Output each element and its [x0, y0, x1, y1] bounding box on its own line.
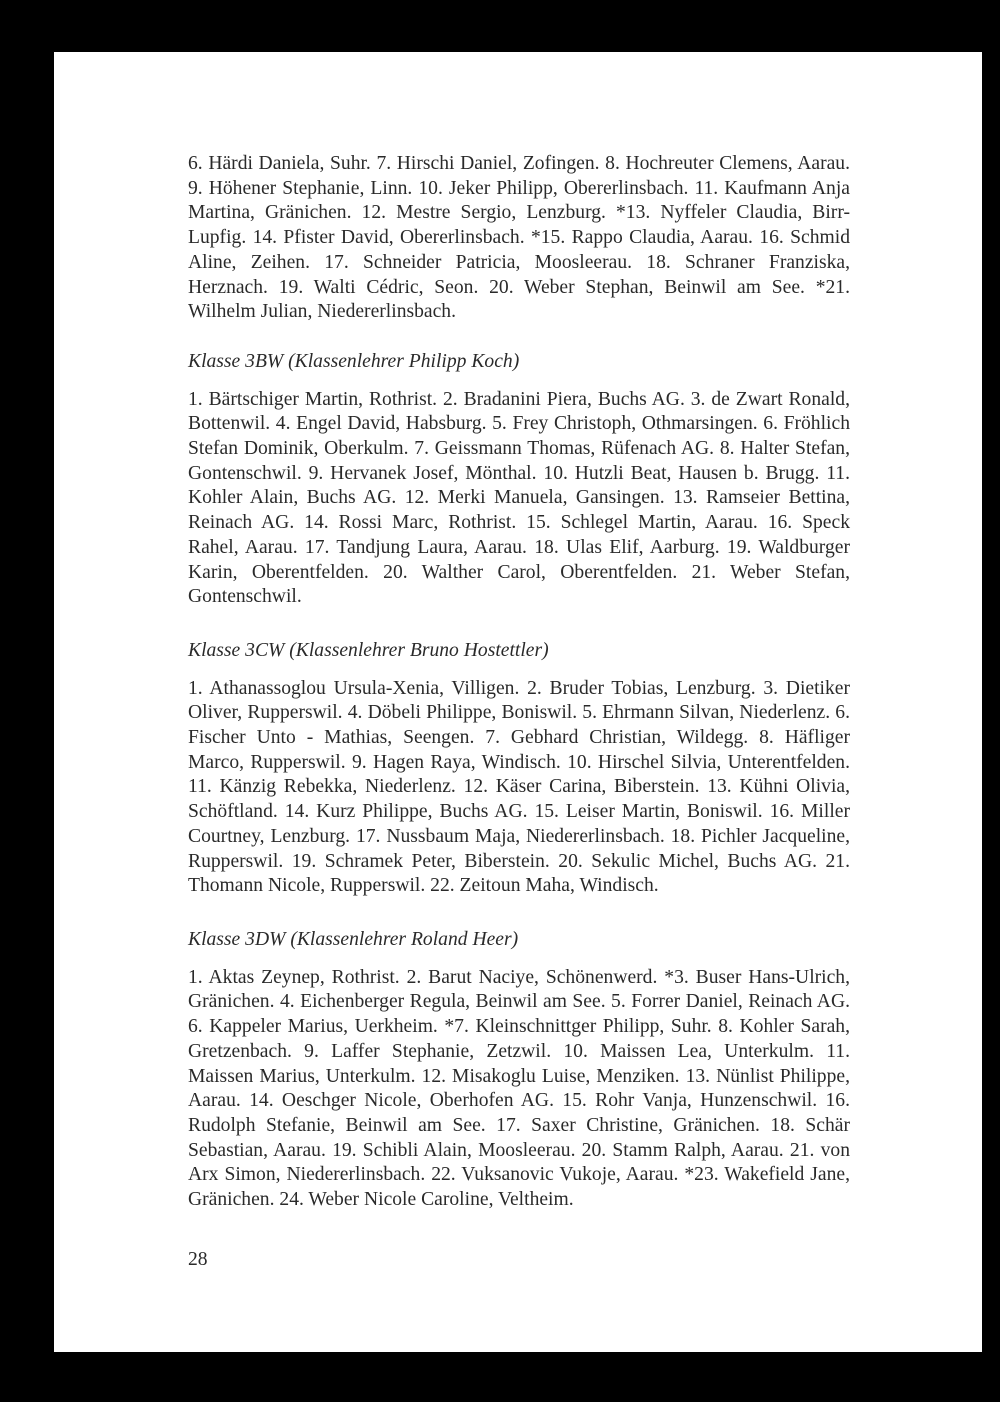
section-heading-3dw: Klasse 3DW (Klassenlehrer Roland Heer)	[188, 928, 519, 950]
page-number: 28	[188, 1249, 208, 1270]
intro-paragraph: 6. Härdi Daniela, Suhr. 7. Hirschi Daniel, Zofingen. 8. Hochreuter Clemens, Aarau. 9. Höhener Stephanie, Linn. 10. Jeker Philipp, Obererlinsbach. 11. Kaufmann Anja Martina, Gränichen. 12. Mestre Sergio, Lenzburg. *13. Nyffeler Claudia, Birr-Lupfig. 14. Pfister David, Obererlinsbach. *15. Rappo Claudia, Aarau. 16. Schmid Aline, Zeihen. 17. Schneider Patricia, Moosleerau. 18. Schraner Franziska, Herznach. 19. Walti Cédric, Seon. 20. Weber Stephan, Beinwil am See. *21. Wilhelm Julian, Niedererlinsbach.	[188, 153, 850, 323]
page-content	[188, 152, 850, 1213]
section-body-3dw: 1. Aktas Zeynep, Rothrist. 2. Barut Naciye, Schönenwerd. *3. Buser Hans-Ulrich, Gränichen. 4. Eichenberger Regula, Beinwil am See. 5. Forrer Daniel, Reinach AG. 6. Kappeler Marius, Uerkheim. *7. Kleinschnittger Philipp, Suhr. 8. Kohler Sarah, Gretzenbach. 9. Laffer Stephanie, Zetzwil. 10. Maissen Lea, Unterkulm. 11. Maissen Marius, Unterkulm. 12. Misakoglu Luise, Menziken. 13. Nünlist Philippe, Aarau. 14. Oeschger Nicole, Oberhofen AG. 15. Rohr Vanja, Hunzenschwil. 16. Rudolph Stefanie, Beinwil am See. 17. Saxer Christine, Gränichen. 18. Schär Sebastian, Aarau. 19. Schibli Alain, Moosleerau. 20. Stamm Ralph, Aarau. 21. von Arx Simon, Niedererlinsbach. 22. Vuksanovic Vukoje, Aarau. *23. Wakefield Jane, Gränichen. 24. Weber Nicole Caroline, Veltheim.	[188, 966, 850, 1211]
section-heading-3bw: Klasse 3BW (Klassenlehrer Philipp Koch)	[188, 350, 520, 372]
section-heading-3cw: Klasse 3CW (Klassenlehrer Bruno Hostettler)	[188, 639, 549, 661]
section-body-3cw: 1. Athanassoglou Ursula-Xenia, Villigen. 2. Bruder Tobias, Lenzburg. 3. Dietiker Oliver, Rupperswil. 4. Döbeli Philippe, Boniswil. 5. Ehrmann Silvan, Niederlenz. 6. Fischer Unto - Mathias, Seengen. 7. Gebhard Christian, Wildegg. 8. Häfliger Marco, Rupperswil. 9. Hagen Raya, Windisch. 10. Hirschel Silvia, Unterentfelden. 11. Känzig Rebekka, Niederlenz. 12. Käser Carina, Biberstein. 13. Kühni Olivia, Schöftland. 14. Kurz Philippe, Buchs AG. 15. Leiser Martin, Boniswil. 16. Miller Courtney, Lenzburg. 17. Nussbaum Maja, Niedererlinsbach. 18. Pichler Jacqueline, Rupperswil. 19. Schramek Peter, Biberstein. 20. Sekulic Michel, Buchs AG. 21. Thomann Nicole, Rupperswil. 22. Zeitoun Maha, Windisch.	[188, 677, 850, 897]
section-body-3bw: 1. Bärtschiger Martin, Rothrist. 2. Bradanini Piera, Buchs AG. 3. de Zwart Ronald, Bottenwil. 4. Engel David, Habsburg. 5. Frey Christoph, Othmarsingen. 6. Fröhlich Stefan Dominik, Oberkulm. 7. Geissmann Thomas, Rüfenach AG. 8. Halter Stefan, Gontenschwil. 9. Hervanek Josef, Mönthal. 10. Hutzli Beat, Hausen b. Brugg. 11. Kohler Alain, Buchs AG. 12. Merki Manuela, Gansingen. 13. Ramseier Bettina, Reinach AG. 14. Rossi Marc, Rothrist. 15. Schlegel Martin, Aarau. 16. Speck Rahel, Aarau. 17. Tandjung Laura, Aarau. 18. Ulas Elif, Aarburg. 19. Waldburger Karin, Oberentfelden. 20. Walther Carol, Oberentfelden. 21. Weber Stefan, Gontenschwil.	[188, 388, 850, 608]
document-page	[54, 52, 982, 1352]
